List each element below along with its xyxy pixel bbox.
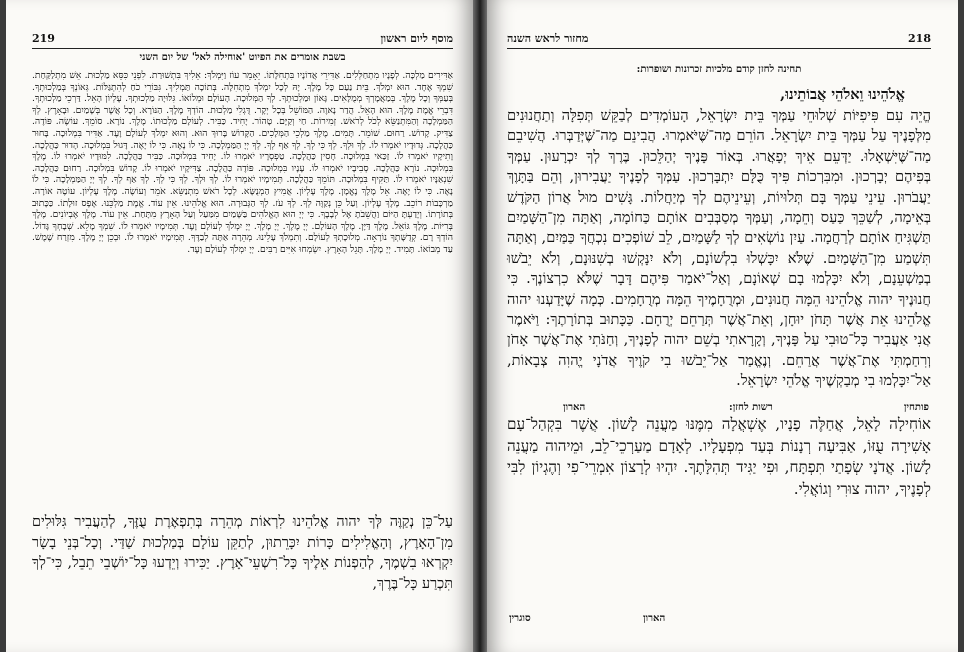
right-page-header — [507, 30, 931, 49]
label-closing: סוגרין — [509, 613, 531, 624]
right-page-instruction: תחינה לחזן קודם מלכיות זכרונות ושופרות: — [636, 64, 802, 75]
label-permission: רשות לחזן: — [729, 402, 773, 413]
prayer-heading: אֱלֹהֵינוּ וֵאלֹהֵי אֲבוֹתֵינוּ, — [780, 86, 905, 103]
book-gutter — [473, 0, 487, 652]
left-page-large-print: עַל־כֵּן נְקַוֶּה לְּךָ יהוה אֱלֹהֵינוּ לִרְאוֹת מְהֵרָה בְּתִפְאֶרֶת עֻזֶּךָ, לְהַעֲבִיר גִּלּוּלִים מִן־הָאָרֶץ, וְהָאֱלִילִים כָּרוֹת יִכָּרֵתוּן, לְתַקֵּן עוֹלָם בְּמַלְכוּת שַׁדַּי. וְכָל־בְּנֵי בָשָׂר יִקְרְאוּ בִשְׁמֶךָ, לְהַפְנוֹת אֵלֶיךָ כָּל־רִשְׁעֵי־אָרֶץ. יַכִּירוּ וְיֵדְעוּ כָּל־יוֹשְׁבֵי תֵבֵל, כִּי־לְךָ תִּכְרַע כָּל־בֶּרֶךְ, — [32, 514, 453, 592]
left-page-title: מוסף ליום ראשון — [380, 32, 453, 45]
left-page — [6, 0, 473, 652]
prayer-body-text: הֱיֵה עִם פִּיפִיּוֹת שְׁלוּחֵי עַמְּךָ בֵּית יִשְׂרָאֵל, הָעוֹמְדִים לְבַקֵּשׁ תְּפִלָּה וְתַחֲנוּנִים מִלְּפָנֶיךָ עַל עַמְּךָ בֵּית יִשְׂרָאֵל. הוֹרֵם מַה־שֶּׁיֹּאמְרוּ. הֲבִינֵם מַה־שֶּׁיְּדַבְּרוּ. הֲשִׁיבֵם מַה־שֶּׁיִּשְׁאָלוּ. יַדְּעֵם אֵיךְ יְפָאֲרוּ. בְּאוֹר פָּנֶיךָ יְהַלֵּכוּן. בֶּרֶךְ לְךָ יִכְרָעוּן. עַמְּךָ בְּפִיהֶם יְבָרְכוּן. וּמִבִּרְכוֹת פִּיךָ כֻּלָּם יִתְבָּרְכוּן. עַמְּךָ לְפָנֶיךָ יַעֲבִירוּן, וְהֵם בַּתָּוֶךְ יַעֲבֹרוּן. עֵינֵי עַמְּךָ בָּם תְּלוּיוֹת, וְעֵינֵיהֶם לְךָ מְיַחֲלוֹת. גָּשִׁים מוּל אֲרוֹן הַקֹּדֶשׁ בְּאֵימָה, לְשַׁכֵּךְ כַּעַס וְחֵמָה, וְעַמְּךָ מְסַבְּבִים אוֹתָם כַּחוֹמָה, וְאַתָּה מִן־הַשָּׁמַיִם תַּשְׁגִּיחַ אוֹתָם לְרַחֲמָה. עַיִן נוֹשְׂאִים לְךָ לַשָּׁמַיִם, לֵב שׁוֹפְכִים נִכְחֲךָ כַּמַּיִם, וְאַתָּה תִּשְׁמַע מִן־הַשָּׁמַיִם. שֶׁלֹּא יִכָּשְׁלוּ בִלְשׁוֹנָם, וְלֹא יִנָּקְשׁוּ בְשִׁנּוּנָם, וְלֹא יֵבֹשׁוּ בְמַשְׁעֵנָם, וְלֹא יִכָּלְמוּ בָם שְׁאוֹנָם, וְאַל־יֹאמַר פִּיהֶם דָּבָר שֶׁלֹּא כִרְצוֹנֶךָ. כִּי חֲנוּנֶיךָ יהוה אֱלֹהֵינוּ הֵמָּה חֲנוּנִים, וּמְרֻחָמֶיךָ הֵמָּה מְרֻחָמִים. כְּמָה שֶׁיָּדַעְנוּ יהוה אֱלֹהֵינוּ אֵת אֲשֶׁר תָּחֹן יוּחָן, וְאֵת־אֲשֶׁר תְּרַחֵם יְרֻחָם. כַּכָּתוּב בְּתוֹרָתֶךָ: וַיֹּאמֶר אֲנִי אַעֲבִיר כָּל־טוּבִי עַל פָּנֶיךָ, וְקָרָאתִי בְשֵׁם יהוה לְפָנֶיךָ, וְחַנֹּתִי אֶת־אֲשֶׁר אָחֹן וְרִחַמְתִּי אֶת־אֲשֶׁר אֲרַחֵם. וְנֶאֱמַר אַל־יֵבֹשׁוּ בִי קֹוֶיךָ אֲדֹנָי יֱהוִה צְבָאוֹת, אַל־יִכָּלְמוּ בִי מְבַקְשֶׁיךָ אֱלֹהֵי יִשְׂרָאֵל. — [507, 107, 931, 390]
left-page-header — [32, 30, 453, 49]
ochila-prayer-text: אוֹחִילָה לָאֵל, אֲחַלֶּה פָנָיו, אֶשְׁאֲלָה מִמֶּנּוּ מַעֲנֵה לָשׁוֹן. אֲשֶׁר בִּקְהַל־עָם אָשִׁירָה עֻזּוֹ, אַבִּיעָה רְנָנוֹת בְּעַד מִפְעָלָיו. לְאָדָם מַעַרְכֵי־לֵב, וּמֵיהוה מַעֲנֵה לָשׁוֹן. אֲדֹנָי שְׂפָתַי תִּפְתָּח, וּפִי יַגִּיד תְּהִלָּתֶךָ. יִהְיוּ לְרָצוֹן אִמְרֵי־פִי וְהֶגְיוֹן לִבִּי לְפָנֶיךָ, יהוה צוּרִי וְגוֹאֲלִי. — [507, 415, 931, 498]
label-ark-top: הארון — [563, 402, 586, 413]
right-page-number: 218 — [908, 32, 931, 45]
closing-labels — [507, 613, 931, 627]
label-opening: פותחין — [903, 402, 929, 413]
left-page-instruction: בשבת אומרים את הפיוט 'אוחילה לאל' של יום השני — [139, 52, 346, 63]
right-page-title: מחזור לראש השנה — [507, 32, 589, 45]
label-ark-bottom: הארון — [643, 613, 666, 624]
left-page-number: 219 — [32, 32, 55, 45]
right-page — [487, 0, 958, 652]
left-page-small-print: אַדִּירִים מַלְכָּה. לְפָנָיו מִתְחַלְּלִים. אַדִּירֵי אֲדוֹנָיו בִּתְחִלָּתוֹ. יֵאָמֵר עוֹז וַיִּמְלֹךְ: אֵלִיךְ בִּתְשׁוּרַת. לִפְנֵי כִּסֵּא מַלְכוּת. אֵשׁ מִתְלַקַּחַת. שִׁמְךָ אֶחָד. הוּא יִמְלֹךְ. בֵּית נַעַם כָּל מֶלֶךְ. יָהּ לְכָל יִמְלֹךְ מִתְחִלָּה. בְּתוֹכָה תַּמְלִיךְ. גִּבּוֹרֵי כֹחַ לְהִתְגַּלּוֹת. גְּאוֹנְךָ בְּמַלְכוּתְךָ. בְּעַמְּךָ וְכָל מֶלֶךְ. בְּמַאֲמָרְךָ מְמֻלָּאִים. גָּאוֹן וּמַלְכוּתְךָ. לְךָ הַמְּלוּכָה. הָעוֹלָם וּמְלוֹאוֹ. גִּלּוּיָה מַלְכוּתְךָ. עֶלְיוֹן הָאֵל. דַּרְכֵי מַלְכוּתְךָ. דִּבְרֵי אֱמֶת מֶלֶךְ. הוּא הָאֵל. הֲדַר נָאוֶה. הַמּוֹשֵׁל בְּכָל יְקָר. דֻּגְלִי מַלְכוּת. הוֹדְךָ מֶלֶךְ. הַנּוֹרָא. וְכָל אֲשֶׁר בְּשָׁמַיִם. וּבָאָרֶץ. לְךָ הַמַּמְלָכָה וְהַמִּתְנַשֵּׂא לְכֹל לְרֹאשׁ. זְמִירוֹת. חַי וְקַיָּם. טָהוֹר. יָחִיד. כַּבִּיר. לְעוֹלָם מַלְכוּתוֹ. מֶלֶךְ. נוֹרָא. סוֹמֵךְ. עוֹשֶׂה. פּוֹדֶה. צַדִּיק. קָדוֹשׁ. רַחוּם. שׁוֹמֵר. תָּמִים. מֶלֶךְ מַלְכֵי הַמְּלָכִים. הַקָּדוֹשׁ בָּרוּךְ הוּא. וְהוּא יִמְלֹךְ לְעוֹלָם וָעֶד. אַדִּיר בִּמְלוּכָה. בָּחוּר כַּהֲלָכָה. גְּדוּדָיו יֹאמְרוּ לוֹ. לְךָ וּלְךָ. לְךָ כִּי לְךָ. לְךָ אַף לְךָ. לְךָ יְיָ הַמַּמְלָכָה. כִּי לוֹ נָאֶה. כִּי לוֹ יָאֶה. דָּגוּל בִּמְלוּכָה. הָדוּר כַּהֲלָכָה. וָתִיקָיו יֹאמְרוּ לוֹ. זַכַּאי בִּמְלוּכָה. חָסִין כַּהֲלָכָה. טַפְסְרָיו יֹאמְרוּ לוֹ. יָחִיד בִּמְלוּכָה. כַּבִּיר כַּהֲלָכָה. לִמּוּדָיו יֹאמְרוּ לוֹ. מֶלֶךְ בִּמְלוּכָה. נוֹרָא כַּהֲלָכָה. סְבִיבָיו יֹאמְרוּ לוֹ. עָנָיו בִּמְלוּכָה. פּוֹדֶה כַּהֲלָכָה. צַדִּיקָיו יֹאמְרוּ לוֹ. קָדוֹשׁ בִּמְלוּכָה. רַחוּם כַּהֲלָכָה. שִׁנְאַנָּיו יֹאמְרוּ לוֹ. תַּקִּיף בִּמְלוּכָה. תּוֹמֵךְ כַּהֲלָכָה. תְּמִימָיו יֹאמְרוּ לוֹ. לְךָ וּלְךָ. לְךָ כִּי לְךָ. לְךָ אַף לְךָ. לְךָ יְיָ הַמַּמְלָכָה. כִּי לוֹ נָאֶה. כִּי לוֹ יָאֶה. אֵל מֶלֶךְ נֶאֱמָן. מֶלֶךְ עֶלְיוֹן. אֲמִיץ הַמְנֻשָּׂא. לְכָל רֹאשׁ מִתְנַשֵּׂא. אֹמֵר וְעוֹשֶׂה. מֶלֶךְ עֶלְיוֹן. עוֹטֶה אוֹרָה. מַרְכָּבוֹת רוֹכֵב. מֶלֶךְ עֶלְיוֹן. וְעַל כֵּן נְקַוֶּה לְךָ. לְךָ עֹז. לְךָ הַגְּבוּרָה. הוּא אֱלֹהֵינוּ. אֵין עוֹד. אֱמֶת מַלְכֵּנוּ. אֶפֶס זוּלָתוֹ. כַּכָּתוּב בְּתוֹרָתוֹ. וְיָדַעְתָּ הַיּוֹם וַהֲשֵׁבֹתָ אֶל לְבָבֶךָ. כִּי יְיָ הוּא הָאֱלֹהִים בַּשָּׁמַיִם מִמַּעַל וְעַל הָאָרֶץ מִתָּחַת. אֵין עוֹד. מֶלֶךְ אֶבְיוֹנִים. מֶלֶךְ בְּרִיּוֹת. מֶלֶךְ גּוֹאֵל. מֶלֶךְ דַּיָּן. מֶלֶךְ הָעוֹלָם. יְיָ מֶלֶךְ. יְיָ מָלָךְ. יְיָ יִמְלֹךְ לְעוֹלָם וָעֶד. תְּמִימָיו יֹאמְרוּ לוֹ. שִׁמְךָ מָלֵא. שְׁבָחְךָ גָּדוֹל. הוֹדְךָ רָם. קְדֻשָּׁתְךָ נוֹרָאָה. מְלוּכָתְךָ לְעוֹלָם. וְתִמְלֹךְ עָלֵינוּ. מְהֵרָה אַתָּה לְבַדֶּךָ. תְּמִימָיו יֹאמְרוּ לוֹ. וּבְכֵן יְיָ מֶלֶךְ. מִזְרַח שֶׁמֶשׁ. עַד מְבוֹאוֹ. תָּמִיד. יְיָ מָלָךְ. תָּגֵל הָאָרֶץ. יִשְׂמְחוּ אִיִּים רַבִּים. יְיָ יִמְלֹךְ לְעוֹלָם וָעֶד. — [32, 70, 453, 255]
